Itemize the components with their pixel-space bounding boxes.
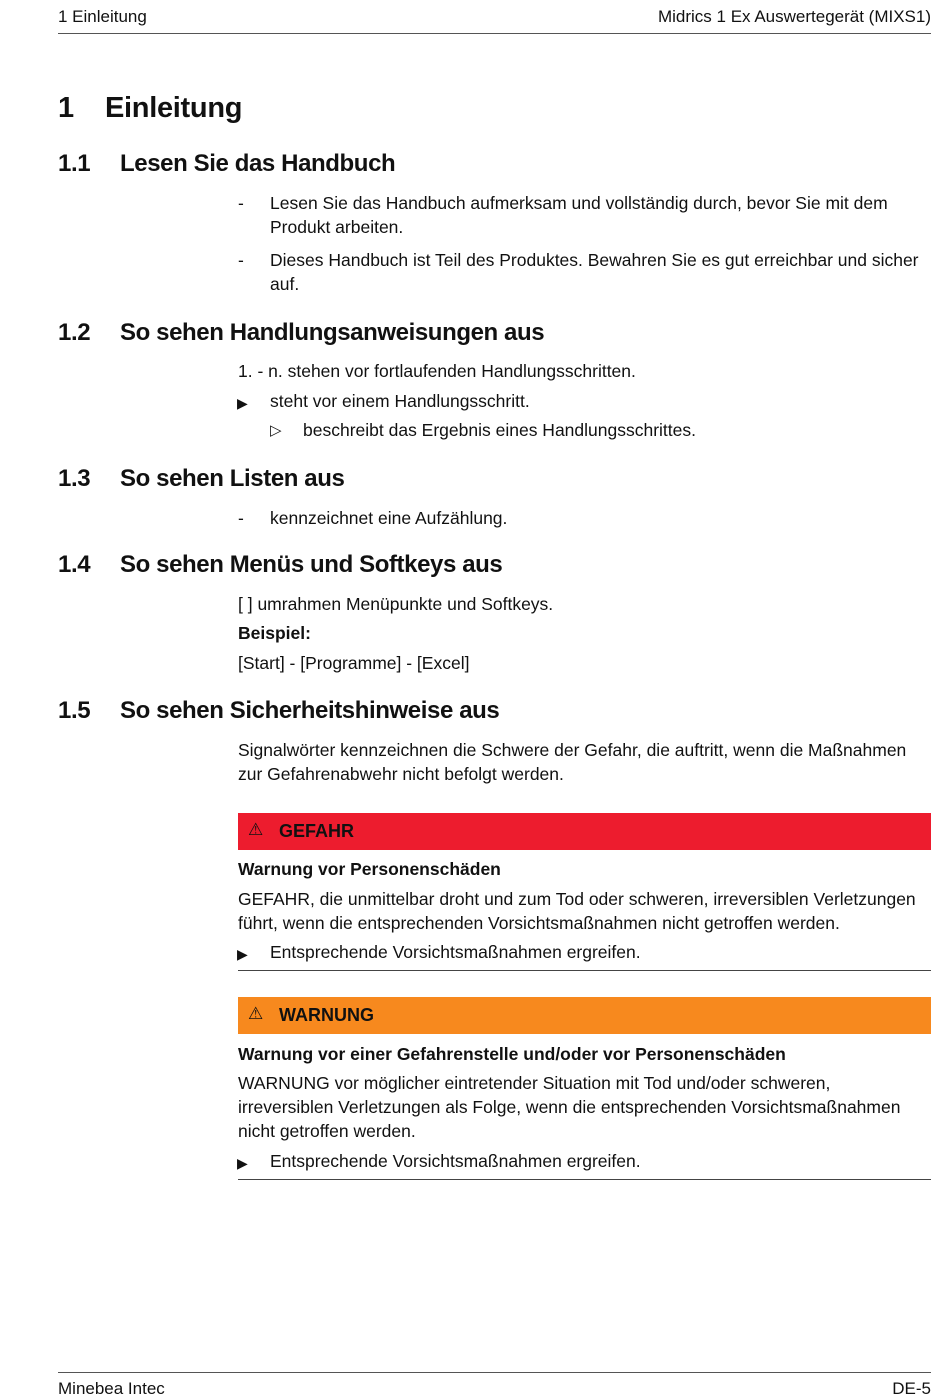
section-title: Lesen Sie das Handbuch: [120, 150, 396, 177]
filled-triangle-icon: ▶: [237, 1155, 248, 1171]
danger-heading: Warnung vor Personenschäden: [238, 859, 501, 879]
example-text: [Start] - [Programme] - [Excel]: [238, 653, 470, 673]
warning-signal-word: WARNUNG: [279, 1005, 374, 1025]
running-header: [58, 6, 931, 34]
section-title: So sehen Handlungsanweisungen aus: [120, 319, 545, 346]
danger-signal-word: GEFAHR: [279, 821, 355, 841]
result-description: beschreibt das Ergebnis eines Handlungsschrittes.: [303, 420, 696, 440]
dash-marker: -: [238, 193, 244, 213]
section-heading-1-1: [0, 150, 950, 180]
list-item: [0, 191, 950, 241]
dash-marker: -: [238, 250, 244, 270]
danger-action: Entsprechende Vorsichtsmaßnahmen ergreifen.: [270, 942, 641, 962]
menu-description: [ ] umrahmen Menüpunkte und Softkeys.: [238, 594, 554, 614]
danger-description: [238, 887, 930, 935]
danger-action-row: [0, 940, 950, 966]
header-product: Midrics 1 Ex Auswertegerät (MIXS1): [657, 7, 931, 26]
list-item: [0, 248, 950, 298]
list-item-line: Lesen Sie das Handbuch aufmerksam und vollständig durch, bevor Sie mit dem: [270, 193, 888, 213]
section-number: 1.4: [58, 551, 91, 578]
warning-description-line: irreversiblen Verletzungen als Folge, wenn die entsprechenden Vorsichtsmaßnahmen: [238, 1097, 901, 1117]
section-number: 1.5: [58, 697, 91, 724]
warning-action: Entsprechende Vorsichtsmaßnahmen ergreifen.: [270, 1151, 641, 1171]
section-title: So sehen Listen aus: [120, 465, 345, 492]
list-item: [0, 506, 950, 532]
section-number: 1.1: [58, 150, 91, 177]
step-row: [0, 389, 950, 415]
section-title: So sehen Sicherheitshinweise aus: [120, 697, 500, 724]
section-heading-1-3: [0, 465, 950, 495]
warning-action-row: [0, 1149, 950, 1175]
warning-triangle-icon: ⚠: [248, 820, 264, 839]
warning-description: [238, 1071, 930, 1143]
numbered-steps-description: 1. - n. stehen vor fortlaufenden Handlungsschritten.: [238, 361, 636, 381]
section-number: 1.3: [58, 465, 91, 492]
safety-intro: [238, 738, 930, 786]
chapter-title: Einleitung: [105, 92, 243, 124]
section-number: 1.2: [58, 319, 91, 346]
example-label: Beispiel:: [238, 623, 311, 643]
warning-signal-bar: [238, 997, 931, 1034]
page-number: DE-5: [892, 1379, 931, 1398]
list-item-line: auf.: [270, 274, 300, 294]
warning-heading: Warnung vor einer Gefahrenstelle und/oder vor Personenschäden: [238, 1044, 786, 1064]
warning-description-line: WARNUNG vor möglicher eintretender Situation mit Tod und/oder schweren,: [238, 1073, 831, 1093]
list-item-line: Dieses Handbuch ist Teil des Produktes. Bewahren Sie es gut erreichbar und sicher: [270, 250, 919, 270]
list-item-line: Produkt arbeiten.: [270, 217, 404, 237]
filled-triangle-icon: ▶: [237, 946, 248, 962]
danger-bottom-rule: [238, 970, 931, 971]
section-title: So sehen Menüs und Softkeys aus: [120, 551, 503, 578]
running-footer: [58, 1372, 931, 1400]
dash-marker: -: [238, 508, 244, 528]
chapter-heading: [0, 92, 950, 128]
filled-triangle-icon: ▶: [237, 395, 248, 411]
section-heading-1-5: [0, 697, 950, 727]
danger-description-line: führt, wenn die entsprechenden Vorsichtsmaßnahmen nicht getroffen werden.: [238, 913, 840, 933]
safety-intro-line: Signalwörter kennzeichnen die Schwere der Gefahr, die auftritt, wenn die Maßnahmen: [238, 740, 907, 760]
safety-intro-line: zur Gefahrenabwehr nicht befolgt werden.: [238, 764, 564, 784]
outline-triangle-icon: ▷: [270, 422, 282, 439]
step-description: steht vor einem Handlungsschritt.: [270, 391, 530, 411]
danger-description-line: GEFAHR, die unmittelbar droht und zum Tod oder schweren, irreversiblen Verletzungen: [238, 889, 916, 909]
list-item-text: kennzeichnet eine Aufzählung.: [270, 508, 508, 528]
danger-signal-bar: [238, 813, 931, 850]
warning-triangle-icon: ⚠: [248, 1004, 264, 1023]
result-row: [0, 418, 950, 444]
header-chapter: 1 Einleitung: [58, 7, 147, 26]
footer-company: Minebea Intec: [58, 1379, 165, 1398]
section-heading-1-2: [0, 319, 950, 349]
warning-bottom-rule: [238, 1179, 931, 1180]
chapter-number: 1: [58, 92, 74, 124]
section-heading-1-4: [0, 551, 950, 581]
warning-description-line: nicht getroffen werden.: [238, 1121, 416, 1141]
